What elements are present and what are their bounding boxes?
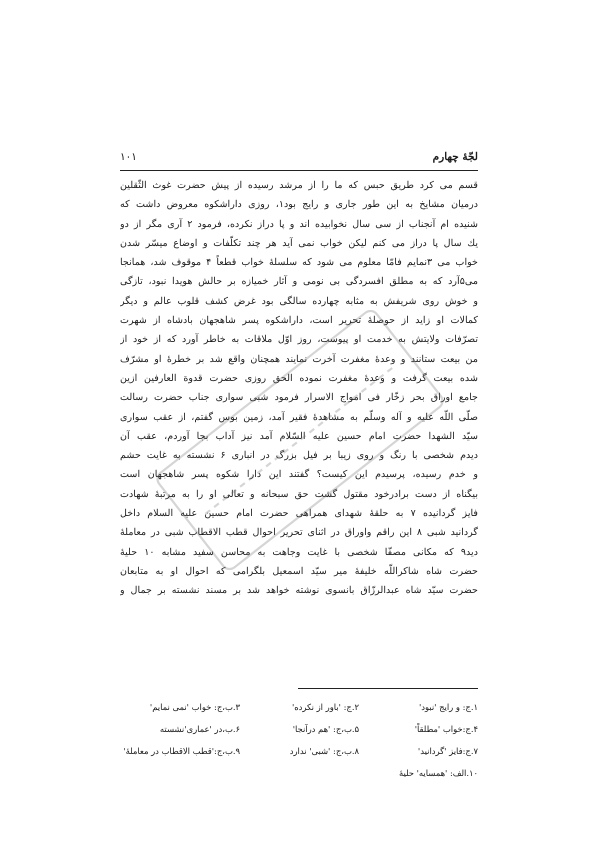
footnote: ۱.ج: و رایج 'نبود' — [418, 702, 478, 712]
body-line: و خدم رسیده، پرسیدم این کیست؟ گفتند این دارا شکوه پسر شاهجهان است — [120, 469, 478, 481]
body-line: صلّی اللّه علیه و آله وسلّم به مشاهدهٔ فقیر آمد، زمین بوس گفتم، از عقب سواری — [120, 411, 478, 423]
footnote: ۲.ج: 'باور از نکرده' — [291, 702, 359, 712]
footnote: ۵.ب،ج: 'هم درآنجا' — [292, 724, 359, 734]
body-line: حضرت سیّد شاه عبدالرزّاق بانسوی نوشته خواهد شد بر مسند نشسته بر جمال و — [120, 585, 478, 597]
footnote: ۱۰.الف: 'همسایه' حلیهٔ — [398, 768, 478, 778]
footnote: ۳.ب،ج: خواب 'نمی نمایم' — [149, 702, 240, 712]
footnote-row — [120, 696, 478, 718]
body-line: کمالات او زاید از حوصلهٔ تحریر است، داراشکوه پسر شاهجهان بادشاه از شهرت — [120, 315, 478, 327]
footnote: ۶.ب،در 'عماری'نشسته — [159, 724, 240, 734]
body-line: گردانید شبی ۸ این راقم واوراق در اثنای تحریر احوال قطب الاقطاب شبی در معاملهٔ — [120, 527, 478, 539]
footnote: ۷.ج:فایز 'گردانید' — [417, 746, 478, 756]
body-line: دیدم شخصی با رنگ و روی زیبا بر فیل بزرگ در انباری ۶ نشسته به غایت حشم — [120, 450, 478, 462]
body-line: قسم می کرد طریق حبس که ما را از مرشد رسیده از پیش حضرت غوث الثّقلین — [120, 180, 478, 191]
footnote-row — [120, 718, 478, 740]
footnote: ۸.ب،ج: 'شبی' ندارد — [289, 746, 359, 756]
body-line: دید۹ که مکانی مصفّا شخصی با غایت وجاهت به محاسن سفید مشابه ۱۰ حلیهٔ — [120, 546, 478, 558]
body-line: یك سال پا دراز می کنم لیکن خواب نمی آید هر چند تکلّفات و اوضاع میسّر شدن — [120, 237, 478, 249]
footnotes — [120, 696, 478, 784]
header-rule — [120, 170, 478, 171]
body-line: درمیان مشایخ به این طور جاری و رایج بود۱، روزی داراشکوه معروض داشت که — [120, 199, 478, 211]
body-line: حضرت شاه شاکراللّه خلیفهٔ میر سیّد اسمعیل بلگرامی که احوال او به متابعان — [120, 565, 478, 577]
body-line: می۵آرد که به مطلق افسردگی بی نومی و آثار خمیازه بر حالش هویدا نبود، تازگی — [120, 276, 478, 288]
body-line: و خوش روی شریفش به مثابه چهارده سالگی بود غرض کشف قلوب عالم و دیگر — [120, 295, 478, 307]
body-line: بیگناه از دست برادرخود مقتول گشت حق سبحانه و تعالی او را به مرتبهٔ شهادت — [120, 488, 478, 500]
body-line: شنیده ام آنجناب از سی سال نخوابیده اند و پا دراز نکرده، فرمود ۲ آری مگر از دو — [120, 218, 478, 230]
body-line: جامع اوراق بحر زخّار فی امواج الاسرار فرمود شبی سواری جناب حضرت رسالت — [120, 392, 478, 404]
footnote: ۹.ب،ج:'قطب الاقطاب در معاملهٔ' — [123, 746, 240, 756]
footnote-rule — [298, 688, 478, 689]
body-line: خواب می ۳نمایم فامّا معلوم می شود که سلسلهٔ خواب قطعاً ۴ موقوف شد، همانجا — [120, 257, 478, 269]
chapter-title: لجّهٔ چهارم — [432, 151, 478, 163]
body-line: فایز گردانیده ۷ به حلقهٔ شهدای همراهی حضرت امام حسین علیه السلام داخل — [120, 508, 478, 520]
body-line: شده بیعت گرفت و وعدهٔ مغفرت نموده الحق روزی حضرت قدوة العارفین ازین — [120, 372, 478, 384]
body-text — [120, 176, 478, 601]
body-line: تصرّفات ولایتش به خدمت او پیوست، روز اوّل ملاقات به خاطر آورد که از خود از — [120, 334, 478, 346]
footnote: ۴.ج:خواب 'مطلقاً' — [414, 724, 478, 734]
body-line: سیّد الشهدا حضرت امام حسین علیه السّلام آمد نیز آداب بجا آوردم، عقب آن — [120, 430, 478, 442]
page-number: ۱۰۱ — [120, 151, 137, 163]
footnote-row — [120, 740, 478, 762]
body-line: من بیعت ستانند و وعدهٔ مغفرت آخرت نمایند همچنان واقع شد بر خطرهٔ او مشرّف — [120, 353, 478, 365]
running-head — [120, 151, 478, 169]
